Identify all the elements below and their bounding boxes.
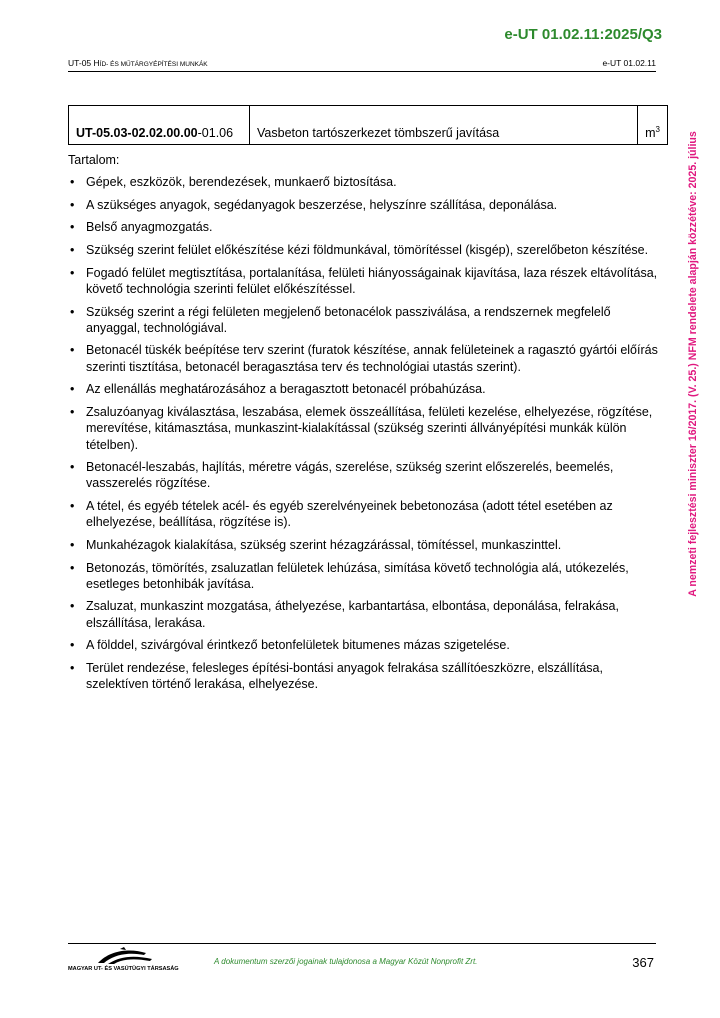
chapter-title-rest: ÍD- ÉS MŰTÁRGYÉPÍTÉSI MUNKÁK [99,61,208,68]
page-header [68,58,656,72]
content-list [68,174,658,692]
list-item-text: Szükség szerint a régi felületen megjelenő betonacélok passziválása, a rendszernek megfelelő anyaggal, technológiával. [86,304,611,335]
item-row [69,106,668,145]
list-item [68,304,658,337]
bullet-icon: • [70,382,75,397]
bullet-icon: • [70,638,75,653]
item-unit-base: m [645,126,656,140]
list-item [68,404,658,453]
bullet-icon: • [70,197,75,212]
header-doc-ref: e-UT 01.02.11 [602,58,656,68]
list-item-text: Zsaluzat, munkaszint mozgatása, áthelyezése, karbantartása, elbontása, deponálása, felrakása, elszállítása, lerakása. [86,599,619,630]
list-item-text: Az ellenállás meghatározásához a beragasztott betonacél próbahúzása. [86,382,486,397]
item-table [68,105,668,145]
bullet-icon: • [70,175,75,190]
item-code [69,106,250,145]
list-item [68,242,658,258]
page-number: 367 [632,955,654,970]
list-item-text: A tétel, és egyéb tételek acél- és egyéb szerelvényeinek bebetonozása (adott tétel esetében az elhelyezése, beállítása, rögzítése is). [86,499,613,530]
bullet-icon: • [70,265,75,280]
list-item [68,197,658,213]
list-item [68,342,658,375]
organization-logo [68,946,178,972]
list-item-text: Fogadó felület megtisztítása, portalanítása, felületi hiányosságainak kijavítása, laza részek eltávolítása, követő technológia szerinti felület előkészítéssel. [86,265,658,296]
list-item [68,459,658,492]
content-section [68,152,658,699]
side-note-text: A nemzeti fejlesztési miniszter 16/2017. (V. 25.) NFM rendelete alapján közzétéve: 2025. július [687,130,699,597]
bullet-icon: • [70,220,75,235]
list-item [68,219,658,235]
chapter-title-prefix: UT-05 H [68,58,100,68]
bullet-icon: • [70,304,75,319]
list-item-text: Terület rendezése, felesleges építési-bontási anyagok felrakása szállítóeszközre, elszállítása, szelektíven történő lerakása, elhelyezése. [86,660,603,692]
list-item-text: Gépek, eszközök, berendezések, munkaerő biztosítása. [86,175,397,190]
item-unit [638,106,668,145]
list-item-text: A földdel, szivárgóval érintkező betonfelületek bitumenes mázas szigetelése. [86,638,510,653]
bullet-icon: • [70,499,75,514]
item-code-suffix: -01.06 [197,126,234,140]
list-item-text: Szükség szerint felület előkészítése kézi földmunkával, tömörítéssel (kisgép), szerelőbeton készítése. [86,243,649,258]
list-item-text: Betonacél tüskék beépítése terv szerint (furatok készítése, annak felületeinek a ragasztó gyártói előírás szerinti tisztítása, betonacél beragasztása terv és technológiai utastás szerint). [86,343,658,374]
item-code-main: UT-05.03-02.02.00.00 [76,126,198,140]
list-item-text: Zsaluzóanyag kiválasztása, leszabása, elemek összeállítása, felületi kezelése, elhelyezése, rögzítése, merevítése, kitámasztása, munkaszint-kialakítással (szükség szerinti állványépítési munkák külön tételben). [86,404,653,452]
document-code: e-UT 01.02.11:2025/Q3 [504,26,662,43]
item-unit-exponent: 3 [655,124,660,134]
list-item [68,637,658,653]
list-item [68,265,658,298]
bullet-icon: • [70,243,75,258]
list-item [68,498,658,531]
chapter-title [68,58,208,68]
bullet-icon: • [70,404,75,419]
list-item [68,537,658,553]
footer-divider [68,943,656,944]
side-note [684,97,702,630]
bullet-icon: • [70,537,75,552]
bullet-icon: • [70,460,75,475]
bullet-icon: • [70,599,75,614]
list-item-text: A szükséges anyagok, segédanyagok beszerzése, helyszínre szállítása, deponálása. [86,197,558,212]
bullet-icon: • [70,343,75,358]
list-item-text: Betonozás, tömörítés, zsaluzatlan felületek lehúzása, simítása követő technológia alá, utókezelés, esetleges betonhibák javítása. [86,560,629,591]
logo-text: MAGYAR UT- ÉS VASÚTÜGYI TÁRSASÁG [68,966,179,972]
bullet-icon: • [70,560,75,575]
list-item-text: Betonacél-leszabás, hajlítás, méretre vágás, szerelése, szükség szerint előszerelés, beemelés, vasszerelés rögzítése. [86,460,614,491]
list-item [68,560,658,593]
bullet-icon: • [70,660,75,675]
list-item [68,174,658,190]
list-item-text: Munkahézagok kialakítása, szükség szerint hézagzárással, tömítéssel, munkaszinttel. [86,537,562,552]
copyright-note: A dokumentum szerzői jogainak tulajdonosa a Magyar Közút Nonprofit Zrt. [214,957,478,966]
list-item [68,598,658,631]
item-title: Vasbeton tartószerkezet tömbszerű javítása [250,106,638,145]
content-heading: Tartalom: [68,153,120,167]
list-item [68,660,658,693]
list-item [68,381,658,397]
list-item-text: Belső anyagmozgatás. [86,220,213,235]
logo-swoosh-icon [68,946,178,966]
